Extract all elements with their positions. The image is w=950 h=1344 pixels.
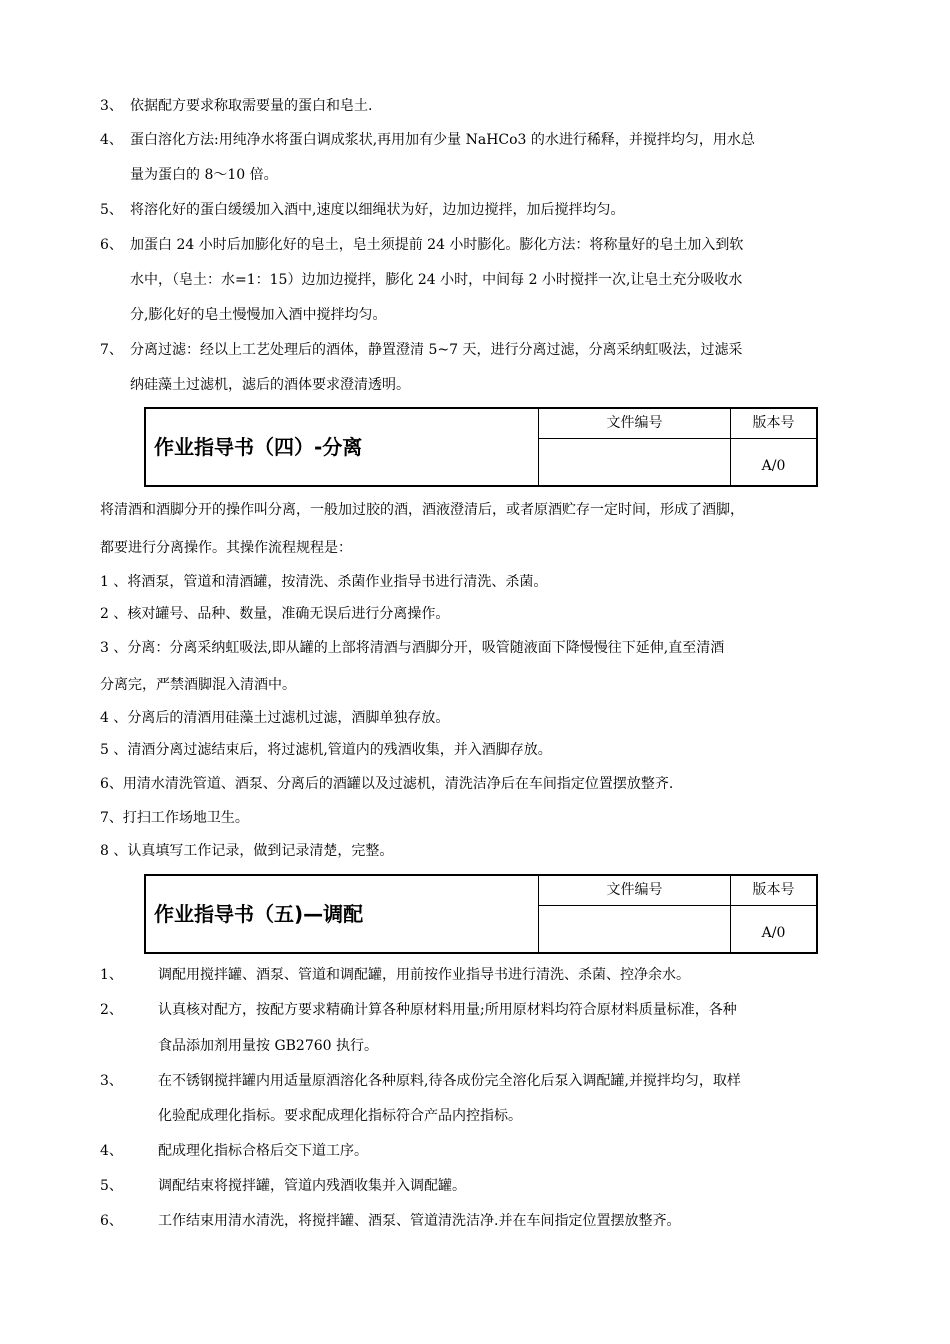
item-number: 1、 (100, 967, 123, 983)
list-item: 6、用清水清洗管道、酒泵、分离后的酒罐以及过滤机，清洗洁净后在车间指定位置摆放整齐. (100, 776, 674, 792)
item-text: 量为蛋白的 8～10 倍。 (130, 167, 278, 183)
list-item: 5 、清酒分离过滤结束后，将过滤机,管道内的残酒收集，并入酒脚存放。 (100, 742, 552, 758)
version-label: 版本号 (752, 415, 795, 431)
list-item: 7、打扫工作场地卫生。 (100, 810, 249, 826)
item-number: 6、 (100, 237, 123, 253)
item-number: 6、 (100, 1213, 123, 1229)
file-number-label: 文件编号 (606, 415, 663, 431)
item-number: 5、 (100, 202, 123, 218)
item-number: 4、 (100, 1143, 123, 1159)
item-text: 分,膨化好的皂土慢慢加入酒中搅拌均匀。 (130, 307, 387, 323)
item-number: 2、 (100, 1002, 123, 1018)
item-text: 将溶化好的蛋白缓缓加入酒中,速度以细绳状为好，边加边搅拌，加后搅拌均匀。 (130, 202, 625, 218)
item-text: 调配用搅拌罐、酒泵、管道和调配罐，用前按作业指导书进行清洗、杀菌、控净余水。 (158, 967, 690, 983)
item-text: 认真核对配方，按配方要求精确计算各种原材料用量;所用原材料均符合原材料质量标准，各种 (158, 1002, 737, 1018)
item-text: 工作结束用清水清洗，将搅拌罐、酒泵、管道清洗洁净.并在车间指定位置摆放整齐。 (158, 1213, 681, 1229)
version-value: A/0 (761, 458, 786, 474)
list-item: 2 、核对罐号、品种、数量，准确无误后进行分离操作。 (100, 606, 450, 622)
paragraph-text: 都要进行分离操作。其操作流程规程是： (100, 540, 352, 556)
item-text: 水中，（皂土：水=1：15）边加边搅拌，膨化 24 小时，中间每 2 小时搅拌一次,让皂土充分吸收水 (130, 272, 743, 288)
section-title: 作业指导书（四）-分离 (154, 435, 363, 459)
item-text: 食品添加剂用量按 GB2760 执行。 (158, 1038, 379, 1054)
item-text: 加蛋白 24 小时后加膨化好的皂土，皂土须提前 24 小时膨化。膨化方法：将称量好的皂土加入到软 (130, 237, 744, 253)
file-number-value (539, 906, 730, 952)
item-text: 化验配成理化指标。要求配成理化指标符合产品内控指标。 (158, 1108, 522, 1124)
version-label: 版本号 (752, 882, 795, 898)
item-text: 调配结束将搅拌罐，管道内残酒收集并入调配罐。 (158, 1178, 466, 1194)
section-title: 作业指导书（五)—调配 (154, 902, 364, 926)
header-table-four (144, 407, 818, 487)
file-number-value (539, 439, 730, 485)
header-table-five (144, 874, 818, 954)
item-number: 3、 (100, 98, 123, 114)
item-number: 7、 (100, 342, 123, 358)
item-text: 配成理化指标合格后交下道工序。 (158, 1143, 368, 1159)
paragraph-text: 将清酒和酒脚分开的操作叫分离，一般加过胶的酒，酒液澄清后，或者原酒贮存一定时间，形成了酒脚， (100, 502, 744, 518)
item-text: 在不锈钢搅拌罐内用适量原酒溶化各种原料,待各成份完全溶化后泵入调配罐,并搅拌均匀，取样 (158, 1073, 741, 1089)
list-item: 8 、认真填写工作记录，做到记录清楚，完整。 (100, 843, 394, 859)
list-item: 1 、将酒泵，管道和清酒罐，按清洗、杀菌作业指导书进行清洗、杀菌。 (100, 574, 548, 590)
list-item: 分离完，严禁酒脚混入清酒中。 (100, 677, 296, 693)
item-text: 依据配方要求称取需要量的蛋白和皂土. (130, 98, 373, 114)
item-number: 3、 (100, 1073, 123, 1089)
item-number: 5、 (100, 1178, 123, 1194)
list-item: 4 、分离后的清酒用硅藻土过滤机过滤，酒脚单独存放。 (100, 710, 450, 726)
list-item: 3 、分离：分离采纳虹吸法,即从罐的上部将清酒与酒脚分开，吸管随液面下降慢慢往下延伸,直至清酒 (100, 640, 725, 656)
file-number-label: 文件编号 (606, 882, 663, 898)
item-number: 4、 (100, 132, 123, 148)
item-text: 纳硅藻土过滤机，滤后的酒体要求澄清透明。 (130, 377, 410, 393)
item-text: 蛋白溶化方法:用纯净水将蛋白调成浆状,再用加有少量 NaHCo3 的水进行稀释，并搅拌均匀，用水总 (130, 132, 755, 148)
item-text: 分离过滤：经以上工艺处理后的酒体，静置澄清 5~7 天，进行分离过滤，分离采纳虹吸法，过滤采 (130, 342, 743, 358)
version-value: A/0 (761, 925, 786, 941)
